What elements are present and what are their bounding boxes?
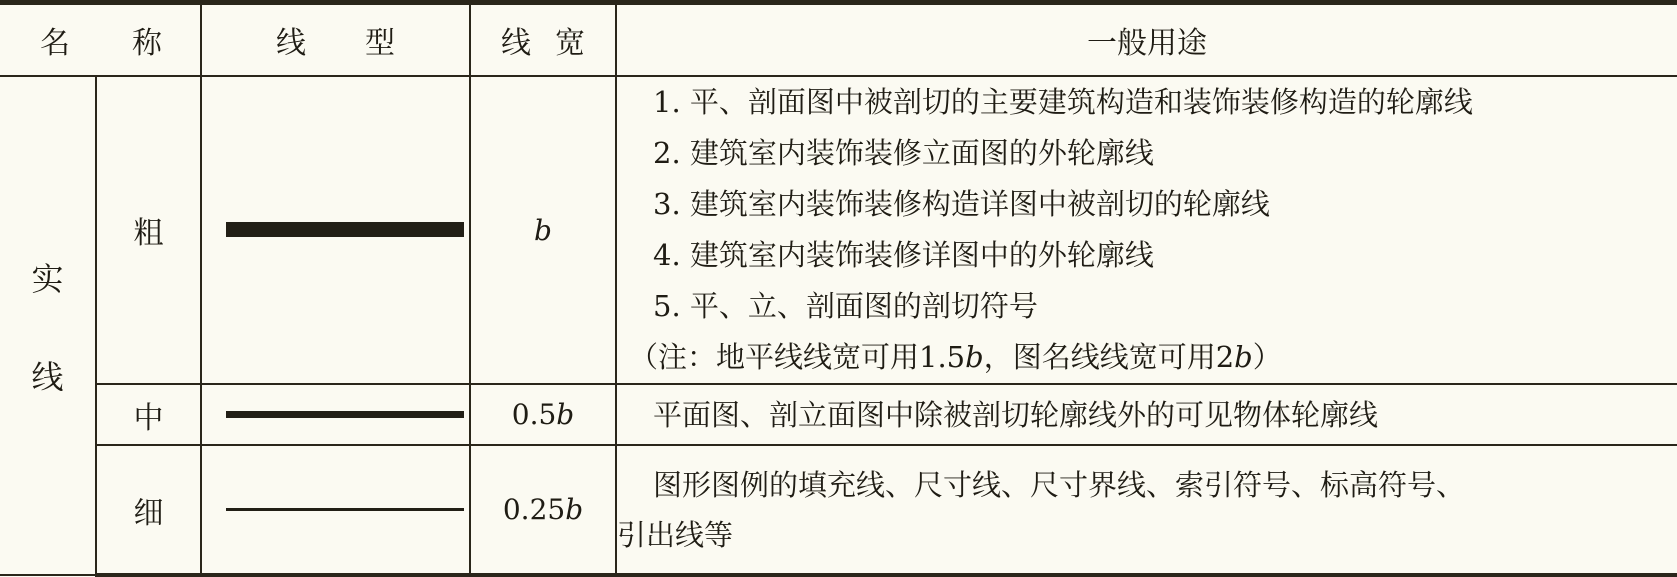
header-line-type: 线 型 <box>201 3 470 77</box>
width-value-thin: 0.25b <box>470 445 616 575</box>
table-row-thick <box>0 76 1677 384</box>
list-item: 5. 平、立、剖面图的剖切符号 <box>653 289 1038 323</box>
table-row-medium <box>0 384 1677 445</box>
header-name: 名 称 <box>0 3 201 77</box>
row-name-thin: 细 <box>96 445 201 575</box>
line-sample-medium <box>226 411 464 418</box>
usage-line-1: 图形图例的填充线、尺寸线、尺寸界线、索引符号、标高符号、 <box>653 467 1466 502</box>
line-sample-cell-thin <box>201 445 470 575</box>
usage-cell-medium <box>616 384 1677 445</box>
usage-list <box>617 77 1677 383</box>
usage-cell-thick <box>616 76 1677 384</box>
line-sample-cell-thick <box>201 76 470 384</box>
header-row <box>0 3 1677 77</box>
header-usage: 一般用途 <box>616 3 1677 77</box>
line-sample-cell-medium <box>201 384 470 445</box>
width-value-medium: 0.5b <box>470 384 616 445</box>
category-cell: 实 线 <box>0 76 96 575</box>
row-name-thick: 粗 <box>96 76 201 384</box>
line-sample-thick <box>226 222 464 237</box>
row-name-medium: 中 <box>96 384 201 445</box>
list-item: 2. 建筑室内装饰装修立面图的外轮廓线 <box>653 136 1154 170</box>
header-line-width: 线 宽 <box>470 3 616 77</box>
width-value-thick: b <box>470 76 616 384</box>
usage-cell-thin <box>616 445 1677 575</box>
usage-line-2: 引出线等 <box>617 517 734 552</box>
list-item: 1. 平、剖面图中被剖切的主要建筑构造和装饰装修构造的轮廓线 <box>653 85 1473 119</box>
list-item: 3. 建筑室内装饰装修构造详图中被剖切的轮廓线 <box>653 187 1270 221</box>
list-item: 4. 建筑室内装饰装修详图中的外轮廓线 <box>653 238 1154 272</box>
line-sample-thin <box>226 508 464 511</box>
usage-text <box>617 460 1677 560</box>
usage-text: 平面图、剖立面图中除被剖切轮廓线外的可见物体轮廓线 <box>653 397 1379 432</box>
table-row-thin <box>0 445 1677 575</box>
usage-note: （注：地平线线宽可用1.5b，图名线线宽可用2b） <box>629 340 1282 374</box>
